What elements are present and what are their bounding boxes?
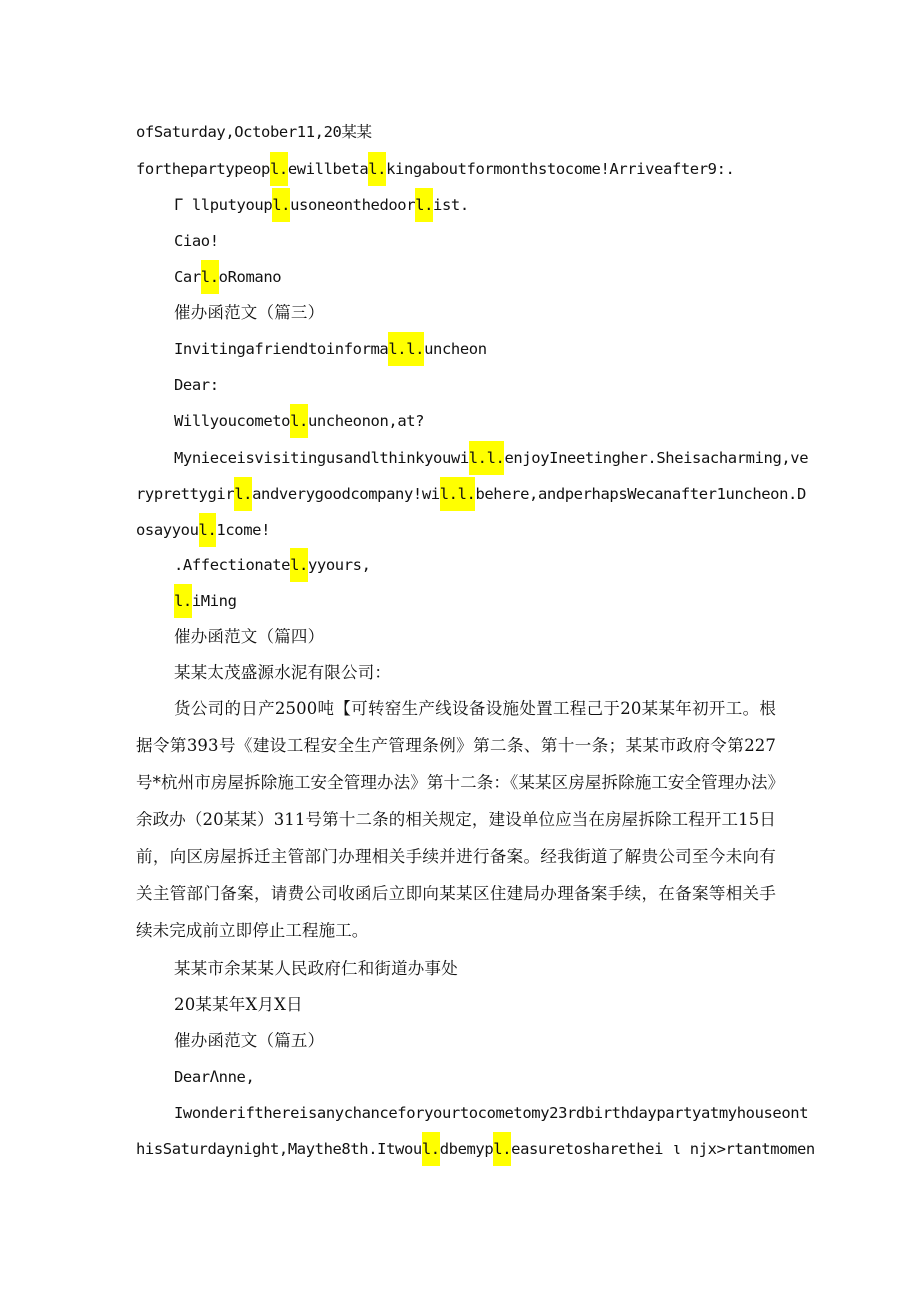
highlight: l. <box>270 152 288 186</box>
highlight: l. <box>234 477 252 511</box>
highlight: l. <box>493 1132 511 1166</box>
text-line: Dear: <box>174 376 219 394</box>
section-heading: 催办函范文（篇五） <box>174 1031 325 1050</box>
highlight: l.l. <box>469 441 505 475</box>
highlight: l. <box>368 152 386 186</box>
highlight: l. <box>422 1132 440 1166</box>
text-line: Mynieceisvisitingusandlthinkyouwil.l.enjoyIneetingher.Sheisacharming,ve <box>174 447 808 469</box>
section-heading: 催办函范文（篇三） <box>174 303 325 322</box>
date-line: 20某某年X月X日 <box>174 995 303 1014</box>
section-heading: 催办函范文（篇四） <box>174 627 325 646</box>
highlight: l. <box>174 584 192 618</box>
sender-line: 某某市余某某人民政府仁和街道办事处 <box>174 959 458 978</box>
highlight: l. <box>201 260 219 294</box>
signature-line: Carl.oRomano <box>174 266 281 288</box>
text-line: Ciao! <box>174 232 219 250</box>
text-line: forthepartypeopl.ewillbetal.kingaboutformonthstocome!Arriveafter9:. <box>136 158 734 180</box>
text-line: osayyoul.1come! <box>136 519 270 541</box>
text-line: Γ llputyoupl.usoneonthedoorl.ist. <box>174 194 469 216</box>
recipient-line: 某某太茂盛源水泥有限公司： <box>174 663 392 682</box>
highlight: l.l. <box>440 477 476 511</box>
text-line: Iwonderifthereisanychanceforyourtocometomy23rdbirthdaypartyatmyhouseont <box>174 1104 809 1122</box>
highlight: l. <box>415 188 433 222</box>
text-line: Willyoucometol.uncheonon,at? <box>174 410 424 432</box>
highlight: l.l. <box>388 332 424 366</box>
text-line: ofSaturday,October11,20某某 <box>136 123 372 141</box>
text-line: .Affectionatel.yyours, <box>174 554 371 576</box>
highlight: l. <box>290 548 308 582</box>
signature-line: l.iMing <box>174 590 237 612</box>
text-line: hisSaturdaynight,Maythe8th.Itwoul.dbemypl.easuretosharethei ι njx>rtantmomen <box>136 1138 815 1160</box>
highlight: l. <box>272 188 290 222</box>
text-line: DearΛnne, <box>174 1068 255 1086</box>
text-line: ryprettygirl.andverygoodcompany!wil.l.behere,andperhapsWecanafter1uncheon.D <box>136 483 806 505</box>
text-line: Invitingafriendtoinformal.l.uncheon <box>174 338 487 360</box>
highlight: l. <box>199 513 217 547</box>
body-paragraph: 货公司的日产2500吨【可转窑生产线设备设施处置工程己于20某某年初开工。根据令第393号《建设工程安全生产管理条例》第二条、第十一条；某某市政府令第227号*杭州市房屋拆除施工安全管理办法》第十二条：《某某区房屋拆除施工安全管理办法》余政办（20某某）311号第十二条的相关规定，建设单位应当在房屋拆除工程开工15日前，向区房屋拆迁主管部门办理相关手续并进行备案。经我街道了解贵公司至今未向有关主管部门备案，请费公司收函后立即向某某区住建局办理备案手续，在备案等相关手续未完成前立即停止工程施工。 <box>136 699 776 940</box>
highlight: l. <box>290 404 308 438</box>
